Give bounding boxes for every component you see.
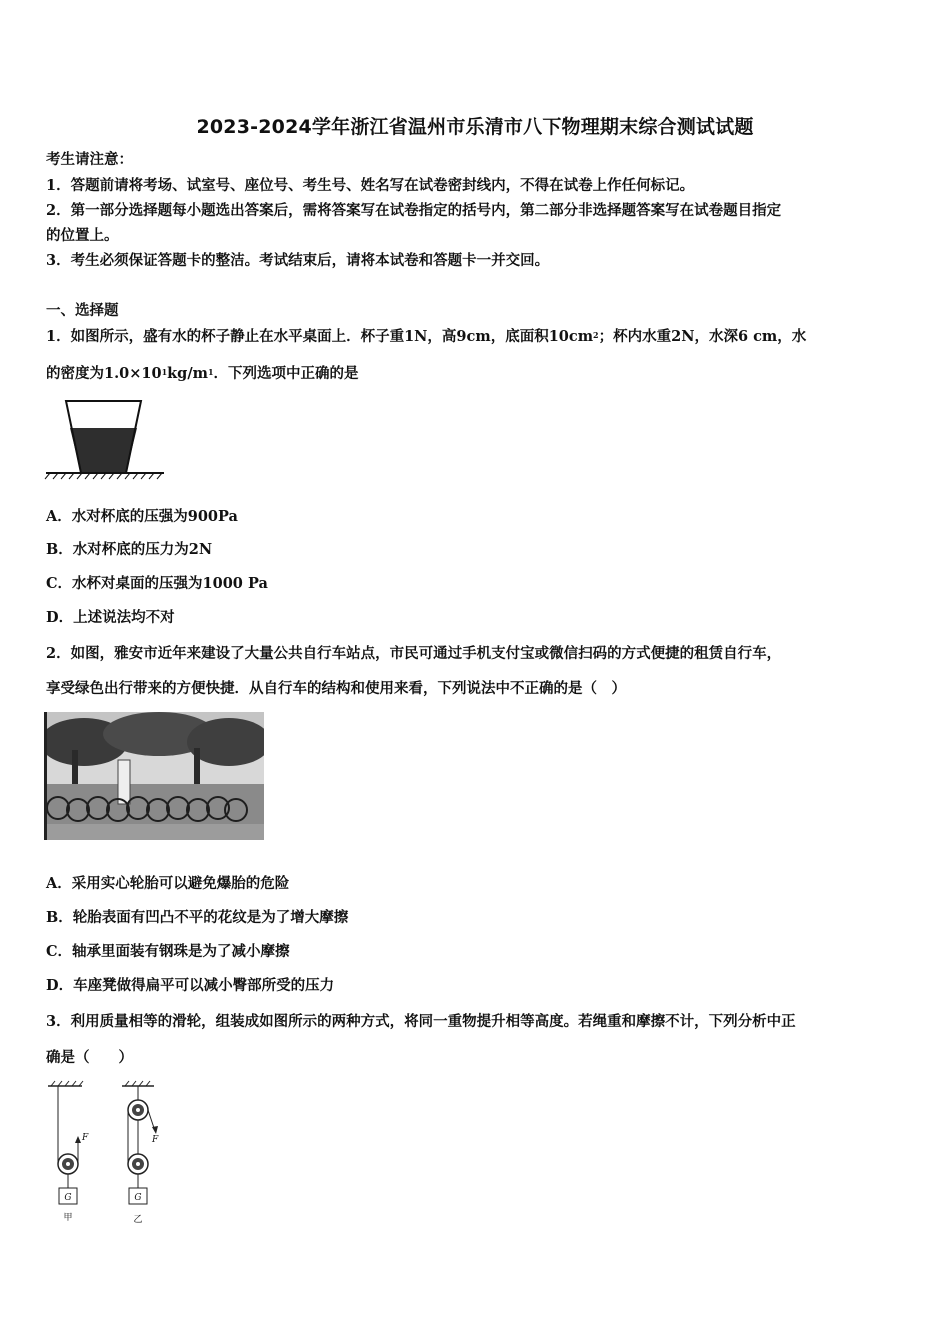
q2-option-d: D．车座凳做得扁平可以减小臀部所受的压力 <box>46 977 335 994</box>
q1-stem-line2: 的密度为$1.0\times 10^1kg/m^1$．下列选项中正确的是 <box>46 365 359 382</box>
notice-heading: 考生请注意： <box>46 151 133 168</box>
page-title: 2023-2024学年浙江省温州市乐清市八下物理期末综合测试试题 <box>196 116 754 138</box>
q3-stem-line1: 3．利用质量相等的滑轮，组装成如图所示的两种方式，将同一重物提升相等高度。若绳重和摩擦不计，下列分析中正 <box>46 1013 796 1030</box>
q1-stem-line1: 1．如图所示，盛有水的杯子静止在水平桌面上．杯子重1N，高9cm，底面积$10cm^2$；杯内水重2N，水深6 cm，水 <box>46 328 807 345</box>
q2-stem-line1: 2．如图，雅安市近年来建设了大量公共自行车站点，市民可通过手机支付宝或微信扫码的方式便捷的租赁自行车， <box>46 645 782 662</box>
section-heading: 一、选择题 <box>46 302 119 319</box>
water-cup-figure <box>44 395 169 480</box>
q2-stem-line2: 享受绿色出行带来的方便快捷．从自行车的结构和使用来看，下列说法中不正确的是（ ） <box>46 680 626 697</box>
pulley-figure <box>42 1078 172 1228</box>
notice-item-1: 1．答题前请将考场、试室号、座位号、考生号、姓名写在试卷密封线内，不得在试卷上作任何标记。 <box>46 177 695 194</box>
bike-station-photo <box>44 712 264 840</box>
weight-label-left: G <box>64 1193 72 1203</box>
label-yi: 乙 <box>133 1215 143 1225</box>
notice-item-2: 2．第一部分选择题每小题选出答案后，需将答案写在试卷指定的括号内，第二部分非选择题答案写在试卷题目指定 <box>46 202 782 219</box>
pulley-left-diagram <box>48 1081 83 1204</box>
q3-stem-line2: 确是（ ） <box>46 1049 133 1066</box>
q2-option-c: C．轴承里面装有钢珠是为了减小摩擦 <box>46 943 290 960</box>
notice-item-2-cont: 的位置上。 <box>46 227 119 244</box>
label-jia: 甲 <box>63 1213 73 1223</box>
q1-option-a: A．水对杯底的压强为900Pa <box>46 508 238 525</box>
notice-item-3: 3．考生必须保证答题卡的整洁。考试结束后，请将本试卷和答题卡一并交回。 <box>46 252 550 269</box>
q2-option-b: B．轮胎表面有凹凸不平的花纹是为了增大摩擦 <box>46 909 349 926</box>
q1-option-b: B．水对杯底的压力为2N <box>46 541 213 558</box>
q2-option-a: A．采用实心轮胎可以避免爆胎的危险 <box>46 875 290 892</box>
q1-option-c: C．水杯对桌面的压强为1000 Pa <box>46 575 268 592</box>
weight-label-right: G <box>134 1193 142 1203</box>
force-label-left: F <box>82 1133 89 1143</box>
force-label-right: F <box>152 1135 159 1145</box>
q1-option-d: D．上述说法均不对 <box>46 609 175 626</box>
